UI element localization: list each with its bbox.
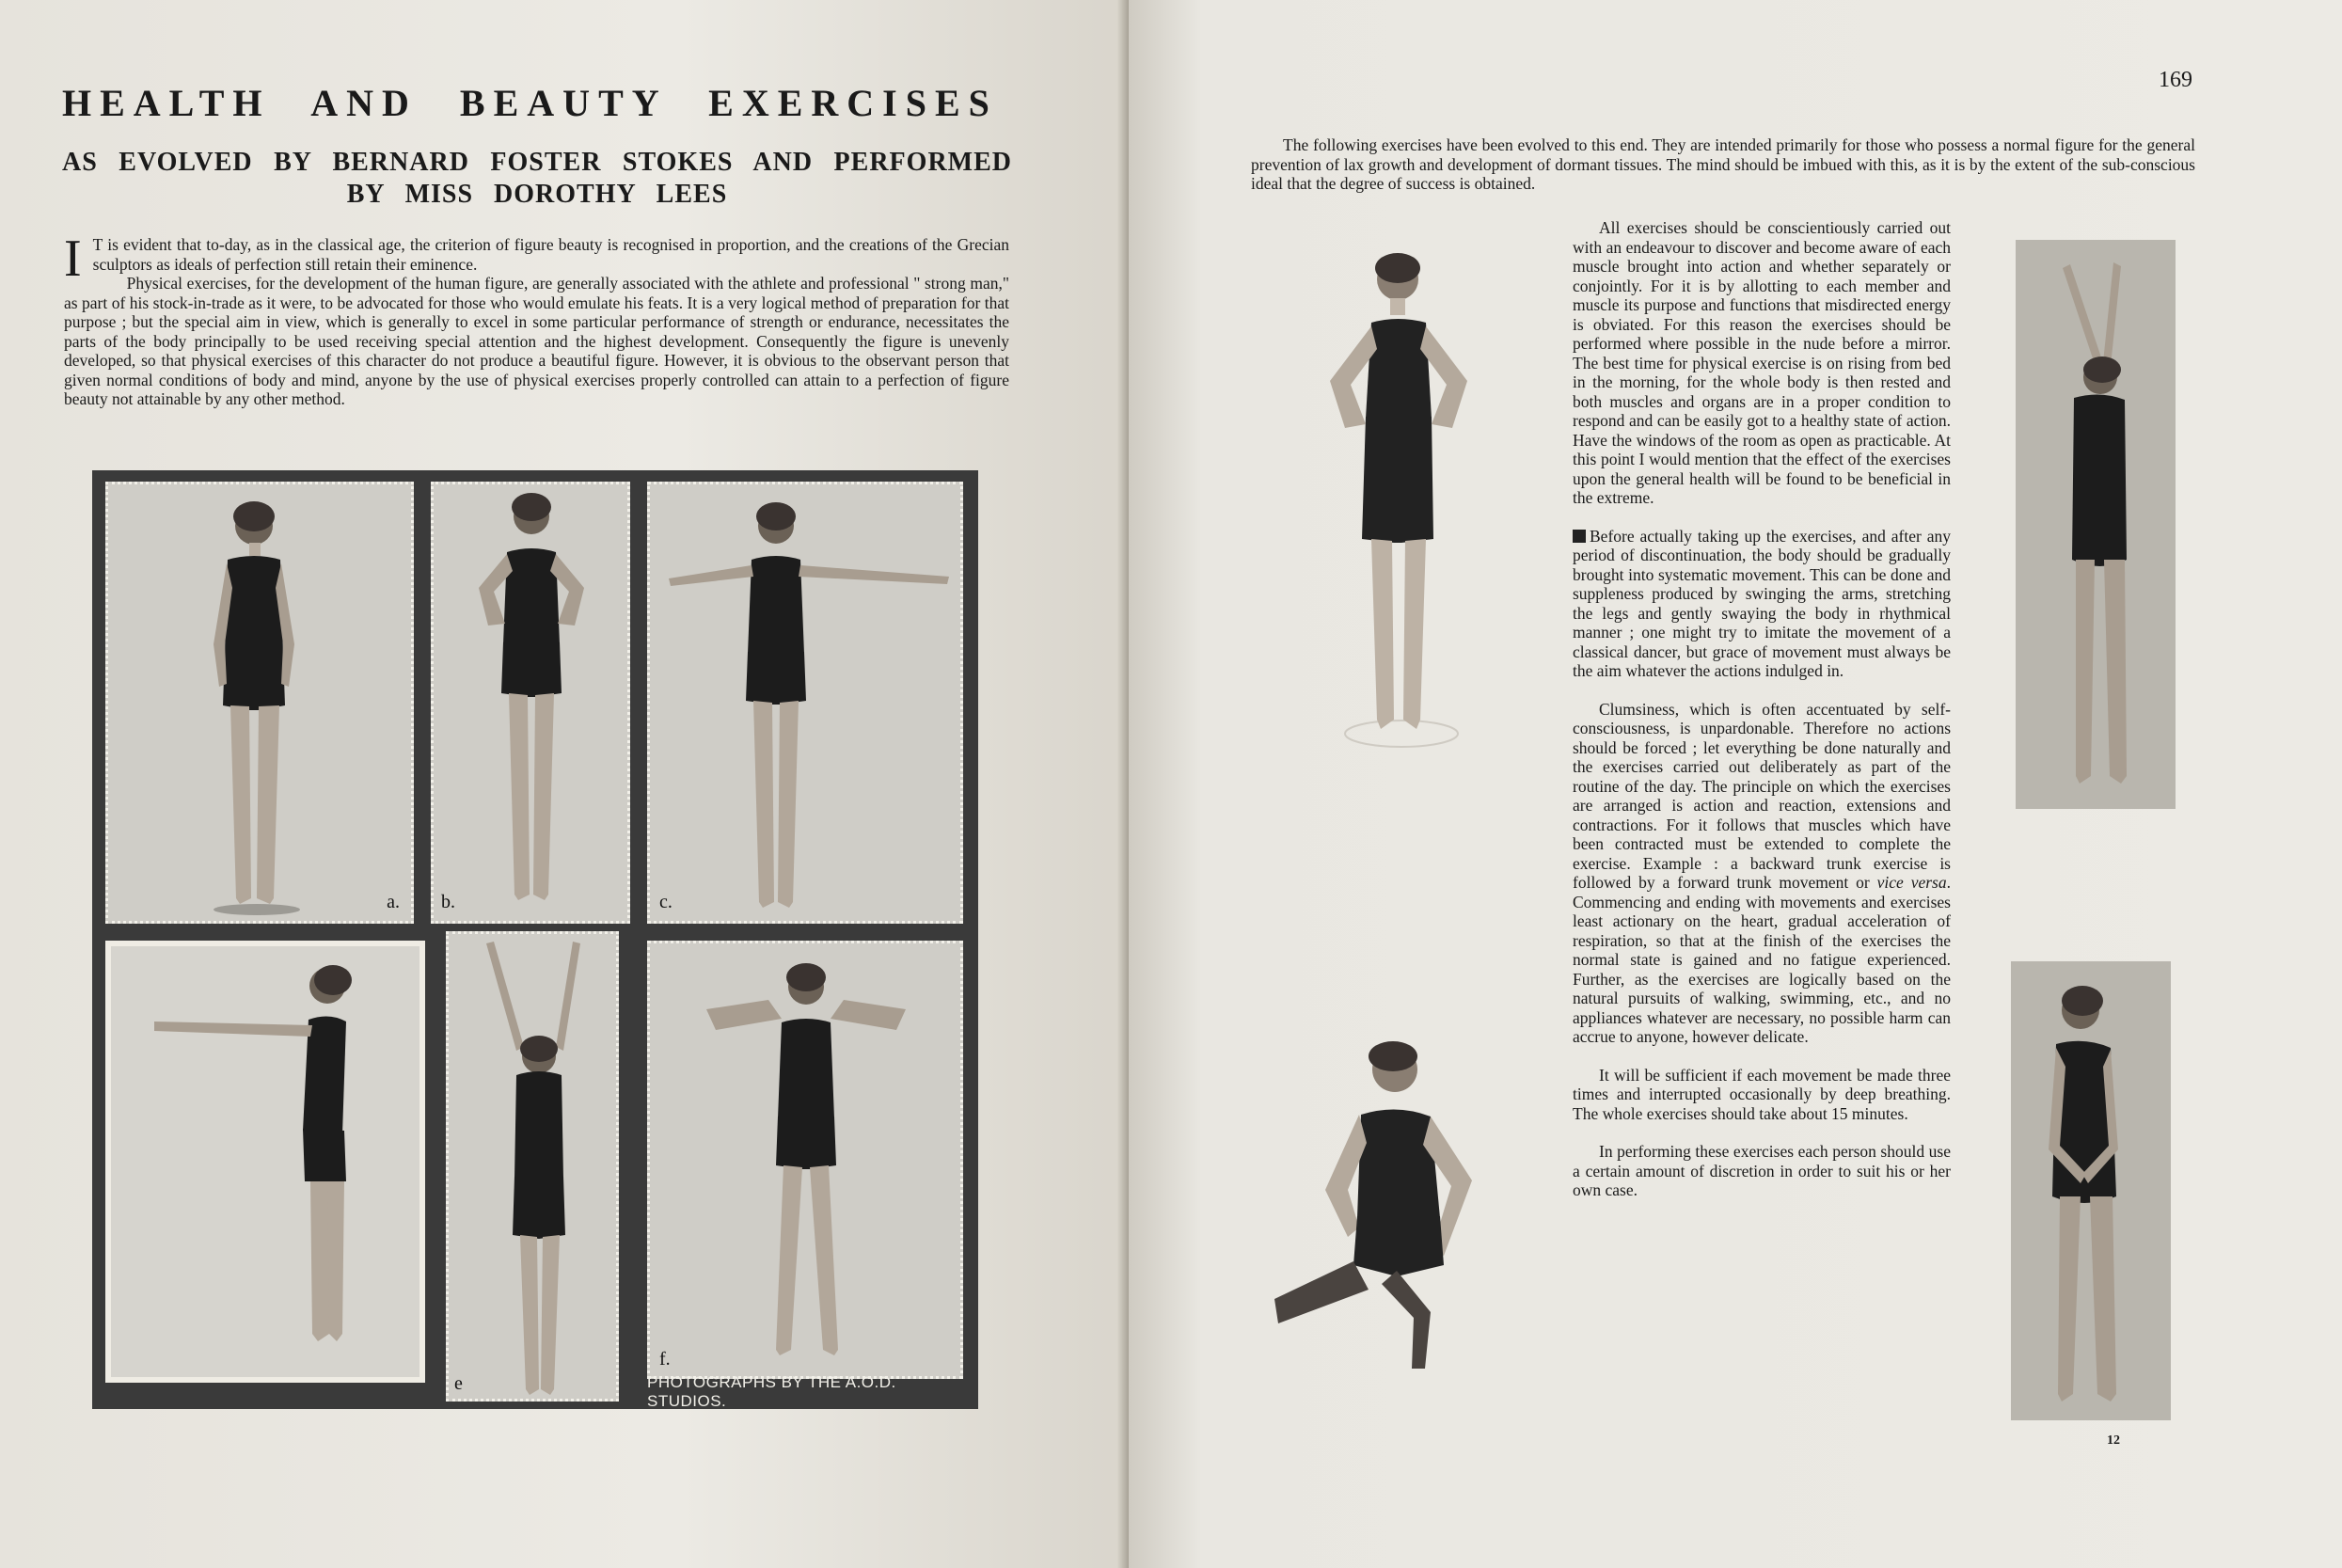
photo-hands-clasped xyxy=(2011,961,2171,1420)
photo-label-b: b. xyxy=(441,892,455,912)
photo-label-c: c. xyxy=(659,892,673,912)
article-title: HEALTH AND BEAUTY EXERCISES xyxy=(62,82,998,124)
folio-number: 12 xyxy=(2107,1433,2120,1448)
body-paragraph-3-text-a: Clumsiness, which is often accentuated by self-consciousness, is unpardonable. Therefore no actions should be forced ; let everything be done naturally and the exercises carried out deliberately as part of the routine of the day. The principle on which the exercises are arranged is action and reaction, extensions and contractions. For it follows that muscles which have been contracted must be extended to complete the exercise. Example : a backward trunk exercise is followed by a forward trunk movement or xyxy=(1573,699,1951,892)
drop-cap: I xyxy=(64,230,82,288)
photo-b xyxy=(431,482,630,924)
photo-f xyxy=(647,941,963,1379)
figure-profile-arms-forward-icon xyxy=(111,946,419,1377)
figure-arms-extended-icon xyxy=(650,484,963,924)
photo-c xyxy=(647,482,963,924)
article-subtitle xyxy=(62,147,1012,211)
body-paragraph-5: In performing these exercises each person should use a certain amount of discretion in order to suit his or her own case. xyxy=(1573,1142,1951,1199)
photo-label-a: a. xyxy=(387,892,400,912)
figure-hands-on-hips-icon xyxy=(434,484,630,924)
figure-arms-overhead-icon xyxy=(2016,240,2176,809)
right-intro-text xyxy=(1251,135,2195,194)
intro-text xyxy=(64,230,1009,409)
photo-label-f: f. xyxy=(659,1349,671,1370)
left-page xyxy=(0,0,1129,1568)
body-column xyxy=(1573,218,1951,1219)
figure-hands-behind-head-icon xyxy=(650,943,963,1379)
figure-hands-on-hips-standing-icon xyxy=(1289,240,1514,767)
photo-arms-overhead xyxy=(2016,240,2176,809)
photo-plate xyxy=(92,470,978,1409)
body-paragraph-3-italic: vice versa xyxy=(1876,873,1947,892)
photo-e xyxy=(446,931,619,1402)
photo-credit: PHOTOGRAPHS BY THE A.O.D. STUDIOS. xyxy=(647,1373,896,1410)
page-number: 169 xyxy=(2159,68,2192,92)
body-paragraph-4: It will be sufficient if each movement be made three times and interrupted occasionally by deep breathing. The whole exercises should take about 15 minutes. xyxy=(1573,1065,1951,1123)
photo-d xyxy=(105,941,425,1383)
figure-arms-raised-icon xyxy=(449,934,619,1402)
figure-standing-icon xyxy=(108,484,414,924)
body-paragraph-3-text-b: . Commencing and ending with movements and exercises least actionary on the heart, gradual acceleration of respiration, so that at the finish of the exercises the normal state is gained and no fatigue experienced. Further, as the exercises are logically based on the natural pursuits of walking, swimming, etc., and no appliances whatever are necessary, no possible harm can accrue to anyone, however delicate. xyxy=(1573,873,1951,1046)
body-paragraph-3 xyxy=(1573,700,1951,1047)
photo-label-e: e xyxy=(454,1373,463,1394)
paragraph-mark-icon xyxy=(1573,530,1586,543)
figure-hands-clasped-icon xyxy=(2011,961,2171,1420)
right-intro-paragraph: The following exercises have been evolved to this end. They are intended primarily for those who possess a normal figure for the general prevention of lax growth and development of dormant tissues. The mind should be imbued with this, as it is by the extent of the sub-conscious ideal that the degree of success is obtained. xyxy=(1251,135,2195,193)
photo-a xyxy=(105,482,414,924)
body-paragraph-1: All exercises should be conscientiously carried out with an endeavour to discover and become aware of each muscle brought into action and whether separately or conjointly. For it is by allotting to each member and muscle its purpose and functions that misdirected energy is obviated. For this reason the exercises should be performed where possible in the nude before a mirror. The best time for physical exercise is on rising from bed in the morning, for the whole body is then rested and both muscles and organs are in a proper condition to respond and can be easily got to a healthy state of action. Have the windows of the room as open as practicable. At this point I would mention that the effect of the exercises upon the general health will be found to be beneficial in the extreme. xyxy=(1573,218,1951,507)
intro-paragraph-1 xyxy=(64,230,1009,288)
subtitle-line-1: AS EVOLVED BY BERNARD FOSTER STOKES AND PERFORMED xyxy=(62,148,1012,177)
subtitle-line-2: BY MISS DOROTHY LEES xyxy=(346,180,728,209)
body-paragraph-2-text: Before actually taking up the exercises, and after any period of discontinuation, the body should be gradually brought into systematic movement. This can be done and suppleness produced by swinging the arms, stretching the legs and gently swaying the body in rhythmical manner ; one might try to imitate the movement of a classical dancer, but grace of movement must always be the aim whatever the actions indulged in. xyxy=(1573,526,1951,680)
intro-paragraph-2: Physical exercises, for the development of the human figure, are generally associated with the athlete and professional " strong man," as part of his stock-in-trade as it were, to be advocated for those who would emulate his feats. It is a very logical method of preparation for that purpose ; but the special aim in view, which is generally to excel in some particular performance of strength or endurance, necessitates the parts of the body principally to be used receiving special attention and the highest development. Consequently the figure is unevenly developed, so that physical exercises of this character do not produce a beautiful figure. However, it is obvious to the observant person that given normal conditions of body and mind, anyone by the use of physical exercises properly controlled can attain to a perfection of figure beauty not attainable by any other method. xyxy=(64,274,1009,408)
figure-crouching-icon xyxy=(1256,1030,1538,1406)
body-paragraph-2 xyxy=(1573,527,1951,681)
intro-paragraph-1-text: T is evident that to-day, as in the classical age, the criterion of figure beauty is recognised in proportion, and the creations of the Grecian sculptors as ideals of perfection still retain their eminence. xyxy=(92,235,1009,274)
